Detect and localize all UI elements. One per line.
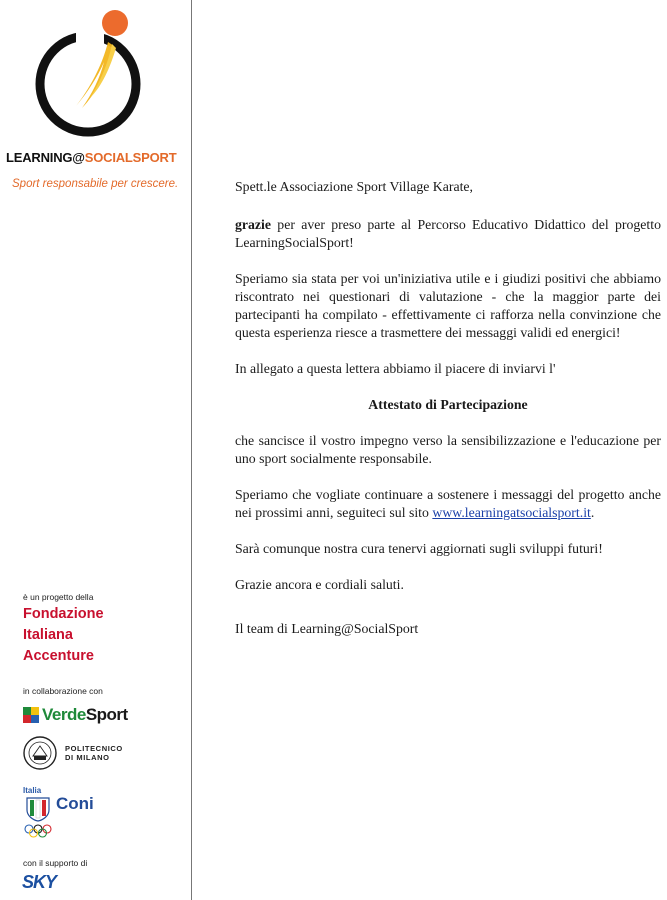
coni-wordmark: Coni	[56, 794, 94, 813]
coni-italia-label: Italia	[23, 786, 42, 795]
evaluation-paragraph: Speriamo sia stata per voi un'iniziativa utile e i giudizi positivi che abbiamo riscontrato nei questionari di valutazione - che la maggior parte dei partecipanti ha compilato - effettivamente ci rafforza nella convinzione che questa esperienza riesce a trasmettere dei messaggi validi ed energici!	[235, 271, 661, 340]
collaboration-label: in collaborazione con	[23, 686, 103, 696]
attachment-paragraph: In allegato a questa lettera abbiamo il piacere di inviarvi l'	[235, 361, 556, 376]
support-label: con il supporto di	[23, 858, 88, 868]
sky-logo: SKY	[22, 872, 57, 892]
learning-social-sport-logo	[30, 6, 150, 144]
coni-shield-icon	[25, 796, 51, 822]
politecnico-logo	[23, 736, 123, 770]
commitment-paragraph: che sancisce il vostro impegno verso la sensibilizzazione e l'educazione per uno sport socialmente responsabile.	[235, 433, 661, 466]
letter-body	[235, 178, 661, 638]
olympic-rings-icon	[24, 824, 52, 838]
brand-tagline: Sport responsabile per crescere.	[12, 178, 179, 190]
sidebar	[0, 0, 192, 900]
updates-paragraph: Sarà comunque nostra cura tenervi aggiornati sugli sviluppi futuri!	[235, 541, 603, 556]
verde-sport-wordmark: VerdeSport	[42, 705, 128, 724]
verde-sport-logo	[23, 704, 128, 726]
verde-sport-mark-icon	[23, 707, 39, 723]
foundation-name	[23, 604, 104, 667]
project-of-label: è un progetto della	[23, 592, 94, 602]
foundation-line: Fondazione	[23, 606, 104, 622]
salutation: Spett.le Associazione Sport Village Karate,	[235, 179, 474, 194]
closing-paragraph: Grazie ancora e cordiali saluti.	[235, 577, 404, 592]
continue-paragraph: Speriamo che vogliate continuare a sostenere i messaggi del progetto anche nei prossimi anni, seguiteci sul sito www.learningatsocialsport.it.	[235, 487, 661, 520]
signature: Il team di Learning@SocialSport	[235, 621, 419, 636]
thanks-paragraph: grazie per aver preso parte al Percorso Educativo Didattico del progetto LearningSocialSport!	[235, 217, 661, 250]
foundation-line: Italiana	[23, 627, 73, 643]
politecnico-seal-icon	[23, 736, 57, 770]
website-link[interactable]: www.learningatsocialsport.it	[432, 505, 591, 520]
foundation-line: Accenture	[23, 648, 94, 664]
brand-name: LEARNING@SOCIALSPORT	[6, 150, 177, 165]
sidebar-divider	[191, 0, 192, 900]
certificate-title: Attestato di Partecipazione	[368, 397, 528, 412]
politecnico-name: POLITECNICO DI MILANO	[65, 744, 123, 762]
coni-logo	[23, 786, 133, 842]
